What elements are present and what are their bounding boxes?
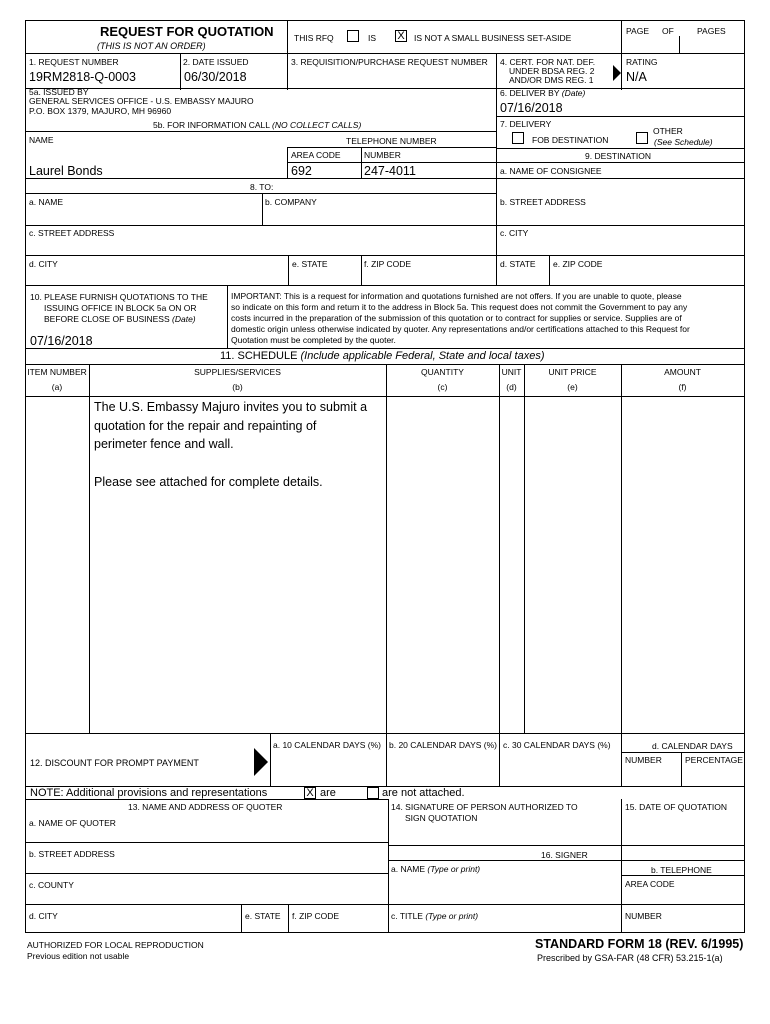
- to-city-label: d. CITY: [29, 259, 58, 269]
- quoter-zip-label: f. ZIP CODE: [292, 911, 340, 921]
- col-amount: AMOUNT: [664, 367, 701, 377]
- to-company-label: b. COMPANY: [265, 197, 317, 207]
- discount-days-label: d. CALENDAR DAYS: [652, 741, 733, 751]
- col-supplies-sub: (b): [232, 382, 243, 392]
- to-name-label: a. NAME: [29, 197, 64, 207]
- signer-area-code-label: AREA CODE: [625, 879, 675, 889]
- quoter-street-label: b. STREET ADDRESS: [29, 849, 115, 859]
- form-subtitle: (THIS IS NOT AN ORDER): [97, 41, 206, 51]
- signer-name-label: a. NAME (Type or print): [391, 864, 481, 874]
- requisition-label: 3. REQUISITION/PURCHASE REQUEST NUMBER: [291, 57, 488, 67]
- col-amount-sub: (f): [678, 382, 687, 392]
- rating-label: RATING: [626, 57, 658, 67]
- issued-by-label: 5a. ISSUED BY: [29, 87, 89, 97]
- pages-label: PAGES: [697, 26, 726, 36]
- standard-form-label: STANDARD FORM 18 (REV. 6/1995): [535, 937, 744, 951]
- to-zip-label: f. ZIP CODE: [364, 259, 412, 269]
- discount-number-label: NUMBER: [625, 755, 662, 765]
- fob-destination-label: FOB DESTINATION: [532, 135, 609, 145]
- arrow-icon: [613, 65, 621, 81]
- quoter-city-label: d. CITY: [29, 911, 58, 921]
- schedule-body-line4: Please see attached for complete details.: [94, 475, 323, 489]
- signer-title-label: c. TITLE (Type or print): [391, 911, 479, 921]
- request-number-value[interactable]: 19RM2818-Q-0003: [29, 70, 137, 84]
- area-code-value[interactable]: 692: [291, 164, 312, 178]
- dest-city-label: c. CITY: [500, 228, 529, 238]
- signer-telephone-label: b. TELEPHONE: [651, 865, 712, 875]
- dest-street-label: b. STREET ADDRESS: [500, 197, 586, 207]
- cert-label-1: 4. CERT. FOR NAT. DEF.: [500, 57, 596, 67]
- fob-destination-checkbox[interactable]: [512, 132, 524, 144]
- furnish-line3: BEFORE CLOSE OF BUSINESS (Date): [44, 314, 196, 324]
- important-line1: IMPORTANT: This is a request for information and quotations furnished are not offers. If you are unable to quote, please: [231, 291, 682, 301]
- quoter-label: 13. NAME AND ADDRESS OF QUOTER: [128, 802, 283, 812]
- furnish-line1: 10. PLEASE FURNISH QUOTATIONS TO THE: [30, 292, 208, 302]
- are-not-checkbox[interactable]: [367, 787, 379, 799]
- date-of-quotation-label: 15. DATE OF QUOTATION: [625, 802, 728, 812]
- schedule-body-line1: The U.S. Embassy Majuro invites you to submit a: [94, 400, 368, 414]
- deliver-by-label: 6. DELIVER BY (Date): [500, 88, 586, 98]
- discount-20-label: b. 20 CALENDAR DAYS (%): [389, 740, 498, 750]
- date-issued-label: 2. DATE ISSUED: [183, 57, 249, 67]
- important-line4: domestic origin unless otherwise indicated by quoter. Any representations and/or certifications attached to this Request for: [231, 324, 690, 334]
- rating-value[interactable]: N/A: [626, 70, 647, 84]
- is-label: IS: [368, 33, 377, 43]
- see-schedule-label: (See Schedule): [654, 137, 713, 147]
- col-item-number-sub: (a): [51, 382, 63, 392]
- previous-edition: Previous edition not usable: [27, 951, 130, 961]
- discount-30-label: c. 30 CALENDAR DAYS (%): [503, 740, 611, 750]
- number-label: NUMBER: [364, 150, 401, 160]
- col-item-number: ITEM NUMBER: [27, 367, 87, 377]
- area-code-label: AREA CODE: [291, 150, 341, 160]
- to-street-label: c. STREET ADDRESS: [29, 228, 115, 238]
- important-line5: Quotation must be completed by the quoter.: [231, 335, 396, 345]
- col-unit-price-sub: (e): [567, 382, 578, 392]
- request-number-label: 1. REQUEST NUMBER: [29, 57, 119, 67]
- quoter-name-label: a. NAME OF QUOTER: [29, 818, 116, 828]
- other-checkbox[interactable]: [636, 132, 648, 144]
- quoter-state-label: e. STATE: [245, 911, 281, 921]
- this-rfq-label: THIS RFQ: [294, 33, 334, 43]
- col-unit: UNIT: [501, 367, 522, 377]
- are-not-label: are not attached.: [382, 787, 465, 799]
- deliver-by-value[interactable]: 07/16/2018: [500, 101, 563, 115]
- is-checkbox[interactable]: [347, 30, 359, 42]
- furnish-line2: ISSUING OFFICE IN BLOCK 5a ON OR: [44, 303, 197, 313]
- col-quantity: QUANTITY: [421, 367, 464, 377]
- signer-label: 16. SIGNER: [541, 850, 588, 860]
- consignee-label: a. NAME OF CONSIGNEE: [500, 166, 602, 176]
- are-checkbox[interactable]: X: [304, 787, 316, 799]
- other-label: OTHER: [653, 126, 683, 136]
- important-line2: so indicate on this form and return it to the address in Block 5a. This request does not commit the Government to pay any: [231, 302, 688, 312]
- name-label: NAME: [29, 135, 54, 145]
- issued-by-line2: P.O. BOX 1379, MAJURO, MH 96960: [29, 106, 172, 116]
- are-label: are: [320, 787, 336, 799]
- quoter-county-label: c. COUNTY: [29, 880, 74, 890]
- col-quantity-sub: (c): [437, 382, 448, 392]
- destination-label: 9. DESTINATION: [585, 151, 651, 161]
- schedule-body-line3: perimeter fence and wall.: [94, 437, 234, 451]
- cert-label-3: AND/OR DMS REG. 1: [509, 75, 594, 85]
- discount-percentage-label: PERCENTAGE: [685, 755, 743, 765]
- dest-zip-label: e. ZIP CODE: [553, 259, 603, 269]
- schedule-body-line2: quotation for the repair and repainting of: [94, 419, 317, 433]
- discount-10-label: a. 10 CALENDAR DAYS (%): [273, 740, 382, 750]
- of-label: OF: [662, 26, 674, 36]
- to-label: 8. TO:: [250, 182, 274, 192]
- phone-number-value[interactable]: 247-4011: [364, 164, 416, 178]
- form-title: REQUEST FOR QUOTATION: [100, 24, 274, 39]
- is-not-label: IS NOT A SMALL BUSINESS SET-ASIDE: [414, 33, 572, 43]
- cert-label-2: UNDER BDSA REG. 2: [509, 66, 595, 76]
- contact-name-value[interactable]: Laurel Bonds: [29, 164, 103, 178]
- discount-arrow-icon: [254, 748, 268, 776]
- signature-label-1: 14. SIGNATURE OF PERSON AUTHORIZED TO: [391, 802, 578, 812]
- page-label: PAGE: [626, 26, 649, 36]
- date-issued-value[interactable]: 06/30/2018: [184, 70, 247, 84]
- info-call-label: 5b. FOR INFORMATION CALL (NO COLLECT CALLS): [153, 120, 362, 130]
- dest-state-label: d. STATE: [500, 259, 536, 269]
- furnish-date-value[interactable]: 07/16/2018: [30, 334, 93, 348]
- signature-label-2: SIGN QUOTATION: [405, 813, 478, 823]
- telephone-label: TELEPHONE NUMBER: [346, 136, 437, 146]
- schedule-title: 11. SCHEDULE (Include applicable Federal, State and local taxes): [220, 350, 545, 362]
- to-state-label: e. STATE: [292, 259, 328, 269]
- signer-number-label: NUMBER: [625, 911, 662, 921]
- note-text: NOTE: Additional provisions and representations: [30, 787, 268, 799]
- is-not-checkbox[interactable]: X: [395, 30, 407, 42]
- col-unit-price: UNIT PRICE: [548, 367, 597, 377]
- important-line3: costs incurred in the preparation of the submission of this quotation or to contract for supplies or service. Supplies are of: [231, 313, 682, 323]
- authorized-reproduction: AUTHORIZED FOR LOCAL REPRODUCTION: [27, 940, 204, 950]
- delivery-label: 7. DELIVERY: [500, 119, 552, 129]
- prescribed-by: Prescribed by GSA-FAR (48 CFR) 53.215-1(a): [537, 953, 723, 963]
- issued-by-line1: GENERAL SERVICES OFFICE - U.S. EMBASSY MAJURO: [29, 96, 254, 106]
- discount-label: 12. DISCOUNT FOR PROMPT PAYMENT: [30, 758, 199, 768]
- col-supplies: SUPPLIES/SERVICES: [194, 367, 281, 377]
- col-unit-sub: (d): [506, 382, 517, 392]
